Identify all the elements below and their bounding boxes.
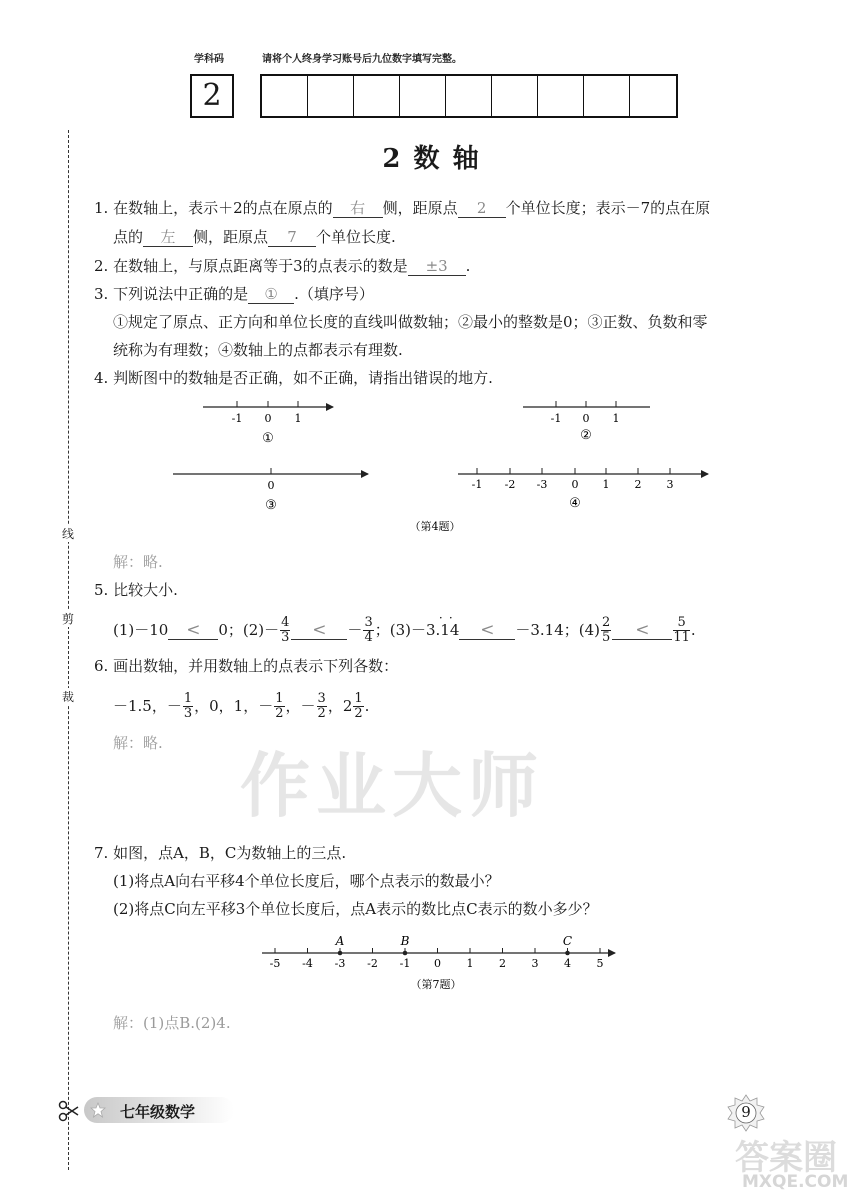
q1-answer-2[interactable]: 2 <box>458 199 506 218</box>
watermark-url: MXQE.COM <box>742 1172 849 1192</box>
q1-answer-3[interactable]: 左 <box>143 228 193 247</box>
q4-figure-4 <box>458 468 708 511</box>
q1-answer-1[interactable]: 右 <box>333 199 383 218</box>
id-digit-box[interactable] <box>538 76 584 116</box>
q3-answer[interactable]: ① <box>248 285 294 304</box>
fig4-tick-label: -3 <box>536 478 548 491</box>
subject-code-label: 学科码 <box>194 54 224 65</box>
q3-text: .（填序号） <box>294 285 374 303</box>
q5-text: －3.14；(4) <box>515 621 601 639</box>
q5-fraction <box>601 616 611 645</box>
q4-figure-3 <box>173 468 368 513</box>
fraction-denominator: 3 <box>281 629 290 645</box>
q6-text: ，－ <box>285 697 316 715</box>
q4-solution: 解：略. <box>113 553 163 571</box>
q7-sub1: (1)将点A向右平移4个单位长度后，哪个点表示的数最小？ <box>113 872 500 890</box>
id-digit-box[interactable] <box>446 76 492 116</box>
id-digit-box[interactable] <box>584 76 630 116</box>
fraction-denominator: 2 <box>275 705 284 721</box>
q5-text: ；(3)－3.1 <box>374 621 450 639</box>
cut-label-trim: 裁 <box>61 690 74 704</box>
fig4-tick-label: 2 <box>634 478 642 491</box>
q7-point-label: B <box>400 934 410 948</box>
q7-tick-label: -1 <box>399 957 411 970</box>
q1-text: 侧，距原点 <box>382 199 458 217</box>
q1-line2 <box>113 227 396 247</box>
q5-text: . <box>690 621 696 639</box>
fig2-tick-label: 1 <box>612 412 620 425</box>
fig4-tick-label: 3 <box>666 478 674 491</box>
q6-fraction <box>274 692 284 721</box>
q5-fraction <box>673 616 690 645</box>
q4-figure-1 <box>203 401 333 446</box>
fig3-tick-label: 0 <box>267 479 275 492</box>
q6-numbers <box>113 686 369 726</box>
q5-answer-3[interactable]: < <box>459 621 515 640</box>
q3-line1 <box>94 284 374 304</box>
q6-fraction <box>183 692 193 721</box>
q7-point-label: A <box>335 934 345 948</box>
q7-tick-label: 5 <box>596 957 604 970</box>
fraction-numerator: 1 <box>354 690 363 706</box>
id-digit-box[interactable] <box>492 76 538 116</box>
q7-tick-label: 2 <box>499 957 506 970</box>
q4-caption: （第4题） <box>409 520 461 533</box>
q5-text: 5. 比较大小. <box>94 581 178 599</box>
q3-line2: ①规定了原点、正方向和单位长度的直线叫做数轴；②最小的整数是0；③正数、负数和零 <box>113 313 708 331</box>
q7-number-line <box>250 928 630 993</box>
id-digit-box[interactable] <box>308 76 354 116</box>
q6-text: －1.5，－ <box>113 697 182 715</box>
q7-tick-label: 3 <box>531 957 539 970</box>
fraction-numerator: 3 <box>364 614 373 630</box>
q7-point-label: C <box>562 934 573 948</box>
q4-figures <box>150 395 720 535</box>
q7-tick-label: 4 <box>564 957 571 970</box>
q1-text: 点的 <box>113 228 144 246</box>
fig4-tag: ④ <box>569 496 581 511</box>
account-id-boxes[interactable] <box>260 74 678 118</box>
fraction-denominator: 11 <box>673 629 690 645</box>
q7-caption: （第7题） <box>410 978 462 991</box>
repeating-digit: 4 <box>449 621 460 639</box>
watermark-corner: 答案圈 <box>735 1138 837 1178</box>
fraction-numerator: 3 <box>317 690 326 706</box>
fraction-denominator: 4 <box>364 629 373 645</box>
page-title: 2 数 轴 <box>382 144 481 174</box>
fig4-tick-label: 0 <box>571 478 579 491</box>
q5-text: － <box>347 621 363 639</box>
q6-text: ，2 <box>327 697 353 715</box>
fig4-tick-label: -2 <box>504 478 516 491</box>
q4-text: 4. 判断图中的数轴是否正确，如不正确，请指出错误的地方. <box>94 369 493 387</box>
cut-line <box>68 130 69 1170</box>
q7-ticks <box>270 948 604 970</box>
q7-text: 7. 如图，点A，B，C为数轴上的三点. <box>94 844 347 862</box>
fraction-numerator: 5 <box>673 616 690 631</box>
watermark-center: 作业大师 <box>240 745 544 827</box>
q7-sub2: (2)将点C向左平移3个单位长度后，点A表示的数比点C表示的数小多少？ <box>113 900 598 918</box>
q7-tick-label: 1 <box>466 957 474 970</box>
q5-text: 0；(2)－ <box>218 621 280 639</box>
q1-text: 个单位长度. <box>316 228 396 246</box>
q3-line3: 统称为有理数；④数轴上的点都表示有理数. <box>113 341 403 359</box>
q7-point-marker <box>338 951 343 956</box>
q1-text: 侧，距原点 <box>193 228 269 246</box>
id-digit-box[interactable] <box>354 76 400 116</box>
fraction-numerator: 1 <box>183 690 193 706</box>
fraction-numerator: 2 <box>602 614 611 630</box>
q7-tick-label: -4 <box>302 957 313 970</box>
star-icon <box>90 1102 106 1118</box>
q5-answer-2[interactable]: < <box>291 621 347 640</box>
q5-text: (1)－10 <box>113 621 169 639</box>
scissors-icon <box>58 1100 80 1122</box>
fig4-tick-label: 1 <box>602 478 610 491</box>
q5-answer-4[interactable]: < <box>612 621 672 640</box>
q7-point-marker <box>403 951 408 956</box>
fraction-denominator: 2 <box>317 705 326 721</box>
id-digit-box[interactable] <box>262 76 308 116</box>
fraction-numerator: 1 <box>275 690 284 706</box>
fig1-tick-label: 1 <box>294 412 302 425</box>
q1-answer-4[interactable]: 7 <box>268 228 316 247</box>
q7-solution: 解：(1)点B.(2)4. <box>113 1014 231 1032</box>
fig1-tick-label: 0 <box>264 412 272 425</box>
q1-text: 个单位长度；表示－7的点在原 <box>505 199 711 217</box>
q7-tick-label: 0 <box>434 957 441 970</box>
q5-answer-1[interactable]: < <box>168 621 218 640</box>
page-number: 9 <box>741 1103 751 1121</box>
fig2-tick-label: 0 <box>582 412 590 425</box>
fig3-tag: ③ <box>265 498 277 513</box>
q7-point-marker <box>565 951 570 956</box>
q6-fraction <box>317 692 327 721</box>
q3-text: 3. 下列说法中正确的是 <box>94 285 249 303</box>
q5-fraction <box>280 616 290 645</box>
q7-tick-label: -5 <box>269 957 281 970</box>
q2-text: . <box>465 257 471 275</box>
q2-line <box>94 256 470 276</box>
fig1-tick-label: -1 <box>231 412 243 425</box>
q2-answer[interactable]: ±3 <box>408 257 466 276</box>
id-digit-box[interactable] <box>630 76 676 116</box>
fig2-tag: ② <box>580 428 592 443</box>
q5-items <box>113 610 696 650</box>
fraction-denominator: 3 <box>183 705 193 721</box>
q1-line1 <box>94 198 710 218</box>
q5-repeating-digit: · · 4 <box>438 611 460 639</box>
footer-label: 七年级数学 <box>120 1103 196 1121</box>
q6-text: 6. 画出数轴，并用数轴上的点表示下列各数： <box>94 657 399 675</box>
q6-text: ，0，1，－ <box>194 697 274 715</box>
subject-code-box: 2 <box>190 74 234 118</box>
instruction-text: 请将个人终身学习账号后九位数字填写完整。 <box>262 54 462 65</box>
id-digit-box[interactable] <box>400 76 446 116</box>
q5-fraction <box>363 616 373 645</box>
fig2-tick-label: -1 <box>550 412 562 425</box>
q2-text: 2. 在数轴上，与原点距离等于3的点表示的数是 <box>94 257 408 275</box>
fraction-denominator: 5 <box>602 629 611 645</box>
q6-solution: 解：略. <box>113 734 163 752</box>
fig1-tag: ① <box>262 431 274 446</box>
q6-fraction <box>353 692 363 721</box>
fig4-tick-label: -1 <box>471 478 483 491</box>
q4-figure-2 <box>523 401 650 443</box>
q1-text: 1. 在数轴上，表示＋2的点在原点的 <box>94 199 333 217</box>
fraction-denominator: 2 <box>354 705 363 721</box>
q7-tick-label: -3 <box>334 957 346 970</box>
q6-text: . <box>364 697 370 715</box>
q7-points <box>335 934 572 955</box>
q7-tick-label: -2 <box>367 957 378 970</box>
fraction-numerator: 4 <box>281 614 290 630</box>
cut-label-cut: 剪 <box>61 612 74 626</box>
cut-label-line: 线 <box>61 527 74 541</box>
